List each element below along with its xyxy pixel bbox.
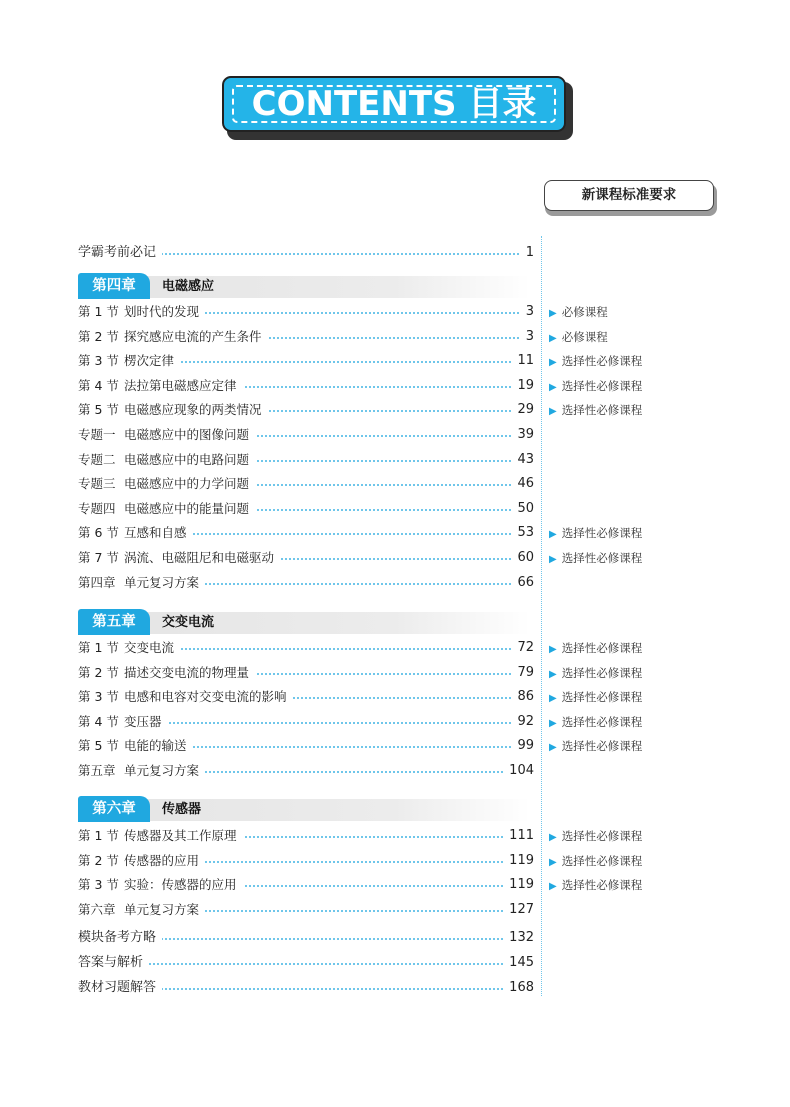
toc-page-number: 145 bbox=[503, 953, 534, 973]
toc-page-number: 39 bbox=[511, 425, 534, 445]
toc-entry-text: 电感和电容对交变电流的影响 bbox=[124, 689, 287, 704]
curriculum-note bbox=[549, 525, 642, 541]
toc-row[interactable] bbox=[78, 474, 534, 494]
curriculum-note-label: 选择性必修课程 bbox=[561, 354, 643, 368]
toc-row[interactable] bbox=[78, 826, 534, 846]
curriculum-note bbox=[549, 665, 642, 681]
toc-entry-number: 第 6 节 bbox=[78, 525, 119, 540]
right-triangle-icon: ▶ bbox=[549, 308, 557, 319]
toc-page-number: 99 bbox=[511, 736, 534, 756]
toc-row[interactable] bbox=[78, 548, 534, 568]
toc-entry-number: 第 3 节 bbox=[78, 877, 119, 892]
right-triangle-icon: ▶ bbox=[549, 669, 557, 680]
curriculum-note-label: 选择性必修课程 bbox=[561, 526, 643, 540]
toc-row[interactable] bbox=[78, 761, 534, 781]
toc-entry-number: 第五章 bbox=[78, 763, 116, 778]
curriculum-note-label: 必修课程 bbox=[561, 305, 608, 319]
toc-entry-title bbox=[78, 499, 255, 519]
toc-entry-text: 电磁感应中的图像问题 bbox=[124, 427, 250, 442]
toc-row[interactable] bbox=[78, 851, 534, 871]
toc-row-appendix[interactable] bbox=[78, 928, 534, 948]
curriculum-note bbox=[549, 828, 642, 844]
curriculum-note-label: 选择性必修课程 bbox=[561, 878, 643, 892]
toc-entry-text: 探究感应电流的产生条件 bbox=[124, 329, 262, 344]
toc-row[interactable] bbox=[78, 638, 534, 658]
toc-page-number: 43 bbox=[511, 450, 534, 470]
curriculum-note bbox=[549, 738, 642, 754]
toc-entry-title: 模块备考方略 bbox=[78, 928, 162, 948]
right-triangle-icon: ▶ bbox=[549, 554, 557, 565]
toc-page-number: 19 bbox=[511, 376, 534, 396]
toc-entry-number: 专题一 bbox=[78, 427, 116, 442]
toc-entry-title bbox=[78, 302, 205, 322]
right-triangle-icon: ▶ bbox=[549, 742, 557, 753]
toc-page-number: 72 bbox=[511, 638, 534, 658]
toc-row[interactable] bbox=[78, 712, 534, 732]
toc-entry-title bbox=[78, 736, 193, 756]
curriculum-note-label: 选择性必修课程 bbox=[561, 829, 643, 843]
toc-page-number: 92 bbox=[511, 712, 534, 732]
toc-entry-text: 电能的输送 bbox=[124, 738, 187, 753]
toc-row[interactable] bbox=[78, 875, 534, 895]
right-triangle-icon: ▶ bbox=[549, 406, 557, 417]
curriculum-note bbox=[549, 853, 642, 869]
toc-entry-text: 划时代的发现 bbox=[124, 304, 200, 319]
chapter-tag: 第五章 bbox=[78, 609, 150, 635]
right-triangle-icon: ▶ bbox=[549, 832, 557, 843]
toc-page-number: 50 bbox=[511, 499, 534, 519]
toc-page-number: 46 bbox=[511, 474, 534, 494]
toc-page-number: 3 bbox=[520, 327, 534, 347]
chapter-tag: 第四章 bbox=[78, 273, 150, 299]
right-triangle-icon: ▶ bbox=[549, 357, 557, 368]
curriculum-note bbox=[549, 689, 642, 705]
toc-entry-text: 单元复习方案 bbox=[124, 763, 200, 778]
right-triangle-icon: ▶ bbox=[549, 644, 557, 655]
toc-entry-title bbox=[78, 875, 243, 895]
standards-header-label: 新课程标准要求 bbox=[544, 180, 714, 211]
toc-entry-number: 专题四 bbox=[78, 501, 116, 516]
toc-page-number: 127 bbox=[503, 900, 534, 920]
toc-row[interactable] bbox=[78, 687, 534, 707]
curriculum-note bbox=[549, 378, 642, 394]
toc-row[interactable] bbox=[78, 736, 534, 756]
chapter-header-6 bbox=[78, 799, 530, 821]
toc-page-number: 132 bbox=[503, 928, 534, 948]
toc-entry-number: 第 5 节 bbox=[78, 402, 119, 417]
toc-entry-text: 电磁感应现象的两类情况 bbox=[124, 402, 262, 417]
curriculum-note bbox=[549, 304, 608, 320]
toc-entry-title bbox=[78, 687, 293, 707]
curriculum-note bbox=[549, 402, 642, 418]
right-triangle-icon: ▶ bbox=[549, 382, 557, 393]
right-triangle-icon: ▶ bbox=[549, 529, 557, 540]
toc-entry-text: 传感器的应用 bbox=[124, 853, 200, 868]
toc-row[interactable] bbox=[78, 573, 534, 593]
toc-entry-number: 第 4 节 bbox=[78, 378, 119, 393]
toc-row[interactable] bbox=[78, 351, 534, 371]
toc-entry-text: 实验：传感器的应用 bbox=[124, 877, 237, 892]
curriculum-note-label: 选择性必修课程 bbox=[561, 715, 643, 729]
toc-entry-number: 第 1 节 bbox=[78, 640, 119, 655]
toc-page-number: 168 bbox=[503, 978, 534, 998]
toc-page-number: 86 bbox=[511, 687, 534, 707]
toc-page-number: 3 bbox=[520, 302, 534, 322]
toc-entry-number: 第 5 节 bbox=[78, 738, 119, 753]
toc-entry-number: 第六章 bbox=[78, 902, 116, 917]
toc-entry-title: 答案与解析 bbox=[78, 953, 149, 973]
right-triangle-icon: ▶ bbox=[549, 333, 557, 344]
toc-entry-number: 第 2 节 bbox=[78, 665, 119, 680]
right-triangle-icon: ▶ bbox=[549, 857, 557, 868]
toc-row[interactable] bbox=[78, 400, 534, 420]
toc-entry-text: 电磁感应中的电路问题 bbox=[124, 452, 250, 467]
curriculum-note bbox=[549, 353, 642, 369]
toc-entry-number: 第 7 节 bbox=[78, 550, 119, 565]
toc-entry-title: 学霸考前必记 bbox=[78, 243, 162, 263]
toc-entry-title bbox=[78, 474, 255, 494]
toc-entry-text: 互感和自感 bbox=[124, 525, 187, 540]
toc-entry-number: 专题三 bbox=[78, 476, 116, 491]
toc-row[interactable] bbox=[78, 425, 534, 445]
toc-entry-title bbox=[78, 376, 243, 396]
toc-entry-number: 第 3 节 bbox=[78, 689, 119, 704]
toc-entry-text: 单元复习方案 bbox=[124, 575, 200, 590]
toc-entry-text: 电磁感应中的力学问题 bbox=[124, 476, 250, 491]
toc-entry-title bbox=[78, 761, 205, 781]
toc-entry-title: 教材习题解答 bbox=[78, 978, 162, 998]
toc-entry-number: 专题二 bbox=[78, 452, 116, 467]
toc-entry-number: 第 1 节 bbox=[78, 304, 119, 319]
toc-row-appendix[interactable] bbox=[78, 978, 534, 998]
toc-entry-text: 单元复习方案 bbox=[124, 902, 200, 917]
toc-row[interactable] bbox=[78, 523, 534, 543]
toc-page-number: 66 bbox=[511, 573, 534, 593]
curriculum-note-label: 选择性必修课程 bbox=[561, 690, 643, 704]
toc-entry-text: 电磁感应中的能量问题 bbox=[124, 501, 250, 516]
right-triangle-icon: ▶ bbox=[549, 718, 557, 729]
curriculum-note-label: 选择性必修课程 bbox=[561, 379, 643, 393]
curriculum-note-label: 选择性必修课程 bbox=[561, 551, 643, 565]
toc-entry-text: 交变电流 bbox=[124, 640, 175, 655]
toc-entry-number: 第四章 bbox=[78, 575, 116, 590]
toc-row[interactable] bbox=[78, 499, 534, 519]
chapter-header-5 bbox=[78, 612, 530, 634]
curriculum-note-label: 选择性必修课程 bbox=[561, 666, 643, 680]
toc-entry-title bbox=[78, 638, 180, 658]
toc-row-intro[interactable] bbox=[78, 243, 534, 263]
chapter-tag: 第六章 bbox=[78, 796, 150, 822]
toc-entry-text: 传感器及其工作原理 bbox=[124, 828, 237, 843]
page-title: CONTENTS 目录 bbox=[251, 84, 537, 124]
toc-entry-text: 变压器 bbox=[124, 714, 162, 729]
curriculum-note bbox=[549, 877, 642, 893]
toc-row[interactable] bbox=[78, 327, 534, 347]
curriculum-note bbox=[549, 550, 642, 566]
toc-entry-title bbox=[78, 663, 255, 683]
toc-entry-text: 法拉第电磁感应定律 bbox=[124, 378, 237, 393]
column-divider bbox=[541, 236, 542, 996]
right-triangle-icon: ▶ bbox=[549, 881, 557, 892]
toc-entry-text: 涡流、电磁阻尼和电磁驱动 bbox=[124, 550, 275, 565]
toc-entry-title bbox=[78, 351, 180, 371]
toc-page-number: 60 bbox=[511, 548, 534, 568]
toc-entry-number: 第 2 节 bbox=[78, 329, 119, 344]
right-triangle-icon: ▶ bbox=[549, 693, 557, 704]
contents-banner bbox=[222, 76, 572, 136]
toc-entry-title bbox=[78, 400, 268, 420]
curriculum-note-label: 选择性必修课程 bbox=[561, 641, 643, 655]
toc-row[interactable] bbox=[78, 450, 534, 470]
chapter-name: 交变电流 bbox=[162, 615, 215, 630]
toc-entry-title bbox=[78, 712, 168, 732]
chapter-name: 传感器 bbox=[162, 802, 202, 817]
toc-page-number: 104 bbox=[503, 761, 534, 781]
toc-page-number: 119 bbox=[503, 875, 534, 895]
toc-entry-title bbox=[78, 900, 205, 920]
toc-entry-number: 第 3 节 bbox=[78, 353, 119, 368]
curriculum-note-label: 选择性必修课程 bbox=[561, 403, 643, 417]
curriculum-note-label: 选择性必修课程 bbox=[561, 854, 643, 868]
toc-row[interactable] bbox=[78, 900, 534, 920]
toc-entry-title bbox=[78, 573, 205, 593]
toc-row[interactable] bbox=[78, 663, 534, 683]
toc-row[interactable] bbox=[78, 302, 534, 322]
standards-header bbox=[544, 180, 716, 214]
curriculum-note bbox=[549, 640, 642, 656]
toc-entry-title bbox=[78, 851, 205, 871]
chapter-header-4 bbox=[78, 276, 530, 298]
toc-entry-title bbox=[78, 327, 268, 347]
toc-entry-number: 第 2 节 bbox=[78, 853, 119, 868]
toc-entry-number: 第 1 节 bbox=[78, 828, 119, 843]
toc-page-number: 79 bbox=[511, 663, 534, 683]
chapter-name: 电磁感应 bbox=[162, 279, 215, 294]
toc-page-number: 1 bbox=[520, 243, 534, 263]
toc-entry-title bbox=[78, 523, 193, 543]
toc-page-number: 53 bbox=[511, 523, 534, 543]
toc-page-number: 111 bbox=[503, 826, 534, 846]
curriculum-note bbox=[549, 329, 608, 345]
toc-row[interactable] bbox=[78, 376, 534, 396]
toc-entry-text: 楞次定律 bbox=[124, 353, 175, 368]
toc-entry-title bbox=[78, 826, 243, 846]
toc-entry-title bbox=[78, 425, 255, 445]
toc-page-number: 29 bbox=[511, 400, 534, 420]
curriculum-note bbox=[549, 714, 642, 730]
curriculum-note-label: 必修课程 bbox=[561, 330, 608, 344]
toc-entry-title bbox=[78, 450, 255, 470]
toc-entry-title bbox=[78, 548, 280, 568]
toc-entry-text: 描述交变电流的物理量 bbox=[124, 665, 250, 680]
toc-entry-number: 第 4 节 bbox=[78, 714, 119, 729]
toc-page-number: 11 bbox=[511, 351, 534, 371]
toc-row-appendix[interactable] bbox=[78, 953, 534, 973]
curriculum-note-label: 选择性必修课程 bbox=[561, 739, 643, 753]
toc-page-number: 119 bbox=[503, 851, 534, 871]
